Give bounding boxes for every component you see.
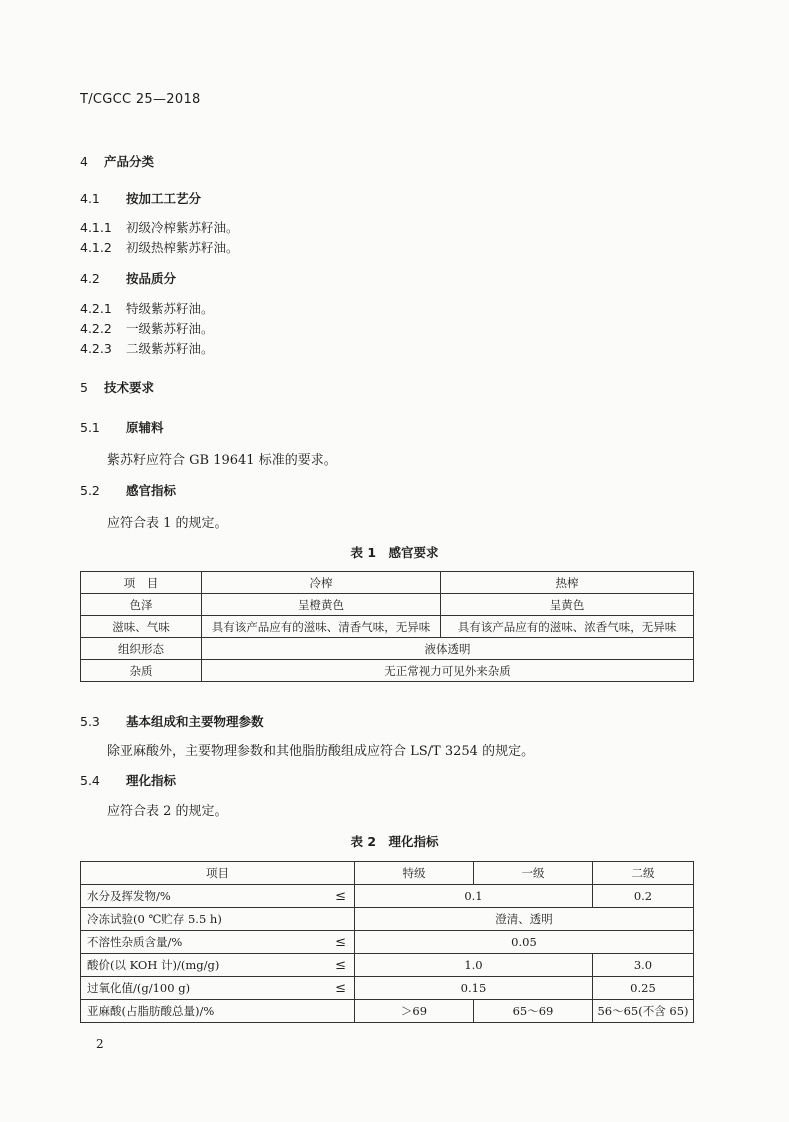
- row-label: 水分及挥发物/%: [81, 885, 316, 908]
- table-cell: 无正常视力可见外来杂质: [202, 660, 694, 682]
- section-5-2-heading: [80, 481, 176, 499]
- header-cell: 项目: [81, 862, 355, 885]
- section-title: 产品分类: [104, 154, 155, 169]
- header-cell: 一级: [473, 862, 592, 885]
- section-title: 感官指标: [126, 483, 177, 498]
- table-row: [81, 616, 694, 638]
- empty-cell: [316, 908, 355, 931]
- table-cell: 0.2: [592, 885, 693, 908]
- header-cell: 二级: [592, 862, 693, 885]
- table-cell: 具有该产品应有的滋味、清香气味，无异味: [202, 616, 441, 638]
- section-number: 5: [80, 380, 88, 395]
- table-cell: 0.25: [592, 977, 693, 1000]
- table-row: [81, 594, 694, 616]
- section-title: 原辅料: [126, 420, 164, 435]
- table-cell: ＞69: [354, 1000, 473, 1023]
- section-title: 基本组成和主要物理参数: [126, 714, 264, 729]
- clause-4-1-2: [80, 238, 239, 256]
- row-label: 酸价(以 KOH 计)/(mg/g): [81, 954, 316, 977]
- table-row: [81, 931, 694, 954]
- less-equal-symbol: ≤: [316, 931, 355, 954]
- section-5-1-heading: [80, 418, 164, 436]
- physicochemical-indicators-table: [80, 861, 694, 1023]
- clause-number: 4.2.2: [80, 321, 112, 336]
- section-5-4-heading: [80, 771, 176, 789]
- section-5-3-heading: [80, 712, 264, 730]
- section-title: 技术要求: [104, 380, 155, 395]
- sensory-requirements-table: [80, 571, 694, 682]
- clause-text: 二级紫苏籽油。: [126, 341, 214, 356]
- clause-4-2-2: [80, 319, 214, 337]
- clause-number: 4.2.3: [80, 341, 112, 356]
- clause-4-1-1: [80, 218, 239, 236]
- table-cell: 1.0: [354, 954, 592, 977]
- table-row: [81, 638, 694, 660]
- section-4-heading: [80, 152, 154, 170]
- clause-number: 4.2.1: [80, 301, 112, 316]
- section-5-3-paragraph: 除亚麻酸外，主要物理参数和其他脂肪酸组成应符合 LS/T 3254 的规定。: [107, 744, 535, 759]
- table-row: [81, 885, 694, 908]
- less-equal-symbol: ≤: [316, 885, 355, 908]
- section-number: 5.1: [80, 420, 100, 435]
- table-cell: 65～69: [473, 1000, 592, 1023]
- table-header-row: [81, 862, 694, 885]
- less-equal-symbol: ≤: [316, 977, 355, 1000]
- clause-4-2-1: [80, 299, 214, 317]
- standard-code: T/CGCC 25—2018: [80, 92, 201, 107]
- clause-text: 初级热榨紫苏籽油。: [126, 240, 239, 255]
- table-cell: 0.05: [354, 931, 693, 954]
- table-cell: 56～65(不含 65): [592, 1000, 693, 1023]
- section-5-1-paragraph: 紫苏籽应符合 GB 19641 标准的要求。: [107, 453, 337, 468]
- section-number: 4: [80, 154, 88, 169]
- section-5-heading: [80, 378, 154, 396]
- row-label: 过氧化值/(g/100 g): [81, 977, 316, 1000]
- table-row: [81, 1000, 694, 1023]
- section-number: 5.2: [80, 483, 100, 498]
- section-title: 按加工工艺分: [126, 191, 202, 206]
- row-label: 冷冻试验(0 ℃贮存 5.5 h): [81, 908, 316, 931]
- section-number: 4.2: [80, 271, 100, 286]
- header-cell: 热榨: [441, 572, 694, 594]
- clause-number: 4.1.1: [80, 220, 112, 235]
- row-label: 滋味、气味: [81, 616, 202, 638]
- table-row: [81, 660, 694, 682]
- table-cell: 呈黄色: [441, 594, 694, 616]
- table-header-row: [81, 572, 694, 594]
- section-number: 5.4: [80, 773, 100, 788]
- table-1-caption: 表 1 感官要求: [350, 545, 439, 560]
- header-cell: 项 目: [81, 572, 202, 594]
- table-cell: 3.0: [592, 954, 693, 977]
- table-2-caption: 表 2 理化指标: [350, 834, 439, 849]
- page-number: 2: [96, 1037, 104, 1051]
- row-label: 亚麻酸(占脂肪酸总量)/%: [81, 1000, 355, 1023]
- table-cell: 0.15: [354, 977, 592, 1000]
- row-label: 组织形态: [81, 638, 202, 660]
- header-cell: 冷榨: [202, 572, 441, 594]
- table-row: [81, 908, 694, 931]
- section-4-1-heading: [80, 189, 201, 207]
- section-5-4-paragraph: 应符合表 2 的规定。: [107, 804, 228, 819]
- section-number: 5.3: [80, 714, 100, 729]
- clause-text: 特级紫苏籽油。: [126, 301, 214, 316]
- clause-number: 4.1.2: [80, 240, 112, 255]
- table-row: [81, 977, 694, 1000]
- table-row: [81, 954, 694, 977]
- section-title: 理化指标: [126, 773, 177, 788]
- section-number: 4.1: [80, 191, 100, 206]
- clause-4-2-3: [80, 339, 214, 357]
- section-title: 按品质分: [126, 271, 177, 286]
- table-cell: 液体透明: [202, 638, 694, 660]
- row-label: 杂质: [81, 660, 202, 682]
- table-cell: 澄清、透明: [354, 908, 693, 931]
- clause-text: 一级紫苏籽油。: [126, 321, 214, 336]
- section-5-2-paragraph: 应符合表 1 的规定。: [107, 516, 228, 531]
- table-cell: 呈橙黄色: [202, 594, 441, 616]
- header-cell: 特级: [354, 862, 473, 885]
- table-cell: 具有该产品应有的滋味、浓香气味，无异味: [441, 616, 694, 638]
- less-equal-symbol: ≤: [316, 954, 355, 977]
- table-cell: 0.1: [354, 885, 592, 908]
- section-4-2-heading: [80, 269, 176, 287]
- row-label: 色泽: [81, 594, 202, 616]
- clause-text: 初级冷榨紫苏籽油。: [126, 220, 239, 235]
- row-label: 不溶性杂质含量/%: [81, 931, 316, 954]
